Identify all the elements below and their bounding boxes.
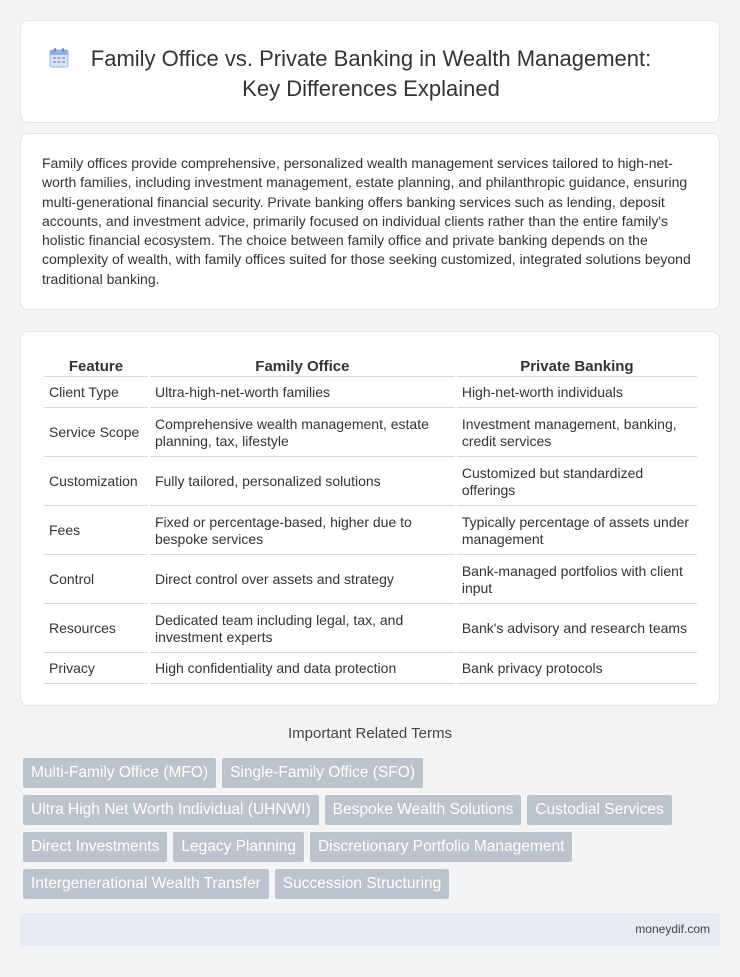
cell-feature: Service Scope [44,410,148,457]
cell-family-office: Comprehensive wealth management, estate planning, tax, lifestyle [150,410,455,457]
table-row [44,655,697,684]
related-term-tag[interactable]: Bespoke Wealth Solutions [325,795,522,825]
cell-family-office: High confidentiality and data protection [150,655,455,684]
related-term-tag[interactable]: Multi-Family Office (MFO) [23,758,216,788]
header-family-office: Family Office [150,355,455,377]
related-term-tag[interactable]: Custodial Services [527,795,671,825]
related-term-tag[interactable]: Succession Structuring [275,869,450,899]
cell-private-banking: Customized but standardized offerings [457,459,697,506]
cell-private-banking: High-net-worth individuals [457,379,697,408]
cell-feature: Privacy [44,655,148,684]
related-term-tag[interactable]: Discretionary Portfolio Management [310,832,572,862]
cell-private-banking: Bank privacy protocols [457,655,697,684]
cell-family-office: Dedicated team including legal, tax, and investment experts [150,606,455,653]
table-row [44,508,697,555]
cell-feature: Fees [44,508,148,555]
related-term-tag[interactable]: Direct Investments [23,832,167,862]
cell-feature: Resources [44,606,148,653]
cell-family-office: Direct control over assets and strategy [150,557,455,604]
cell-feature: Customization [44,459,148,506]
related-term-tag[interactable]: Ultra High Net Worth Individual (UHNWI) [23,795,319,825]
comparison-table-card [20,331,720,706]
footer-bar [20,913,720,946]
page-title-line-1: Family Office vs. Private Banking in Wealth Management: [90,46,652,71]
table-row [44,379,697,408]
table-row [44,606,697,653]
table-header-row [44,355,697,377]
related-term-tag[interactable]: Single-Family Office (SFO) [222,758,423,788]
cell-private-banking: Bank's advisory and research teams [457,606,697,653]
footer-site-link[interactable]: moneydif.com [635,922,710,936]
cell-feature: Control [44,557,148,604]
table-row [44,459,697,506]
related-term-tag[interactable]: Intergenerational Wealth Transfer [23,869,269,899]
cell-private-banking: Bank-managed portfolios with client input [457,557,697,604]
related-term-tag[interactable]: Legacy Planning [173,832,304,862]
header-card [20,20,720,123]
table-row [44,410,697,457]
page-title-line-2: Key Differences Explained [242,76,500,101]
header-feature: Feature [44,355,148,377]
table-row [44,557,697,604]
related-terms-list [23,758,713,899]
intro-card [20,133,720,310]
cell-family-office: Fixed or percentage-based, higher due to bespoke services [150,508,455,555]
intro-paragraph: Family offices provide comprehensive, personalized wealth management services tailored to high-net-worth families, including investment management, estate planning, and philanthropic guidance, ensuring multi-generational financial security. Private banking offers banking services such as lending, deposit accounts, and investment advice, primarily focused on individual clients rather than the entire family's holistic financial ecosystem. The choice between family office and private banking depends on the complexity of wealth, with family offices suited for those seeking customized, integrated solutions beyond traditional banking. [42,155,691,287]
related-terms-heading: Important Related Terms [288,725,452,742]
cell-private-banking: Typically percentage of assets under management [457,508,697,555]
cell-family-office: Fully tailored, personalized solutions [150,459,455,506]
page-title [21,44,721,104]
cell-family-office: Ultra-high-net-worth families [150,379,455,408]
header-private-banking: Private Banking [457,355,697,377]
cell-feature: Client Type [44,379,148,408]
cell-private-banking: Investment management, banking, credit services [457,410,697,457]
comparison-table [42,353,699,686]
